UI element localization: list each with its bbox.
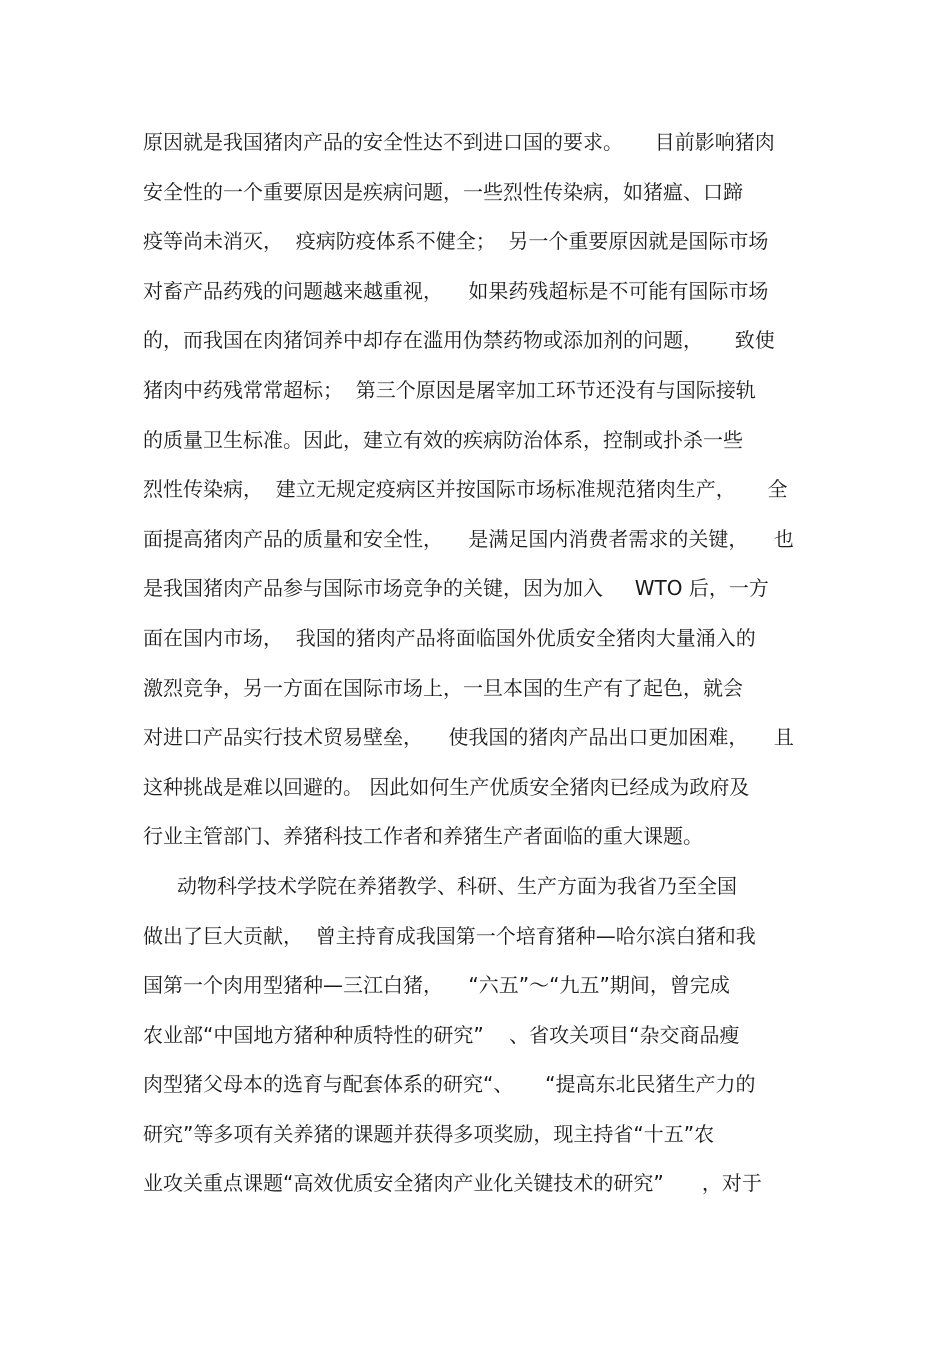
- text-line: 是我国猪肉产品参与国际市场竞争的关键，因为加入 WTO 后，一方: [143, 576, 769, 601]
- text-line: 业攻关重点课题“高效优质安全猪肉产业化关键技术的研究” ，对于: [143, 1171, 762, 1196]
- text-line: 的，而我国在肉猪饲养中却存在滥用伪禁药物或添加剂的问题， 致使: [143, 328, 775, 353]
- text-line: 安全性的一个重要原因是疾病问题，一些烈性传染病，如猪瘟、口蹄: [143, 179, 743, 204]
- text-line: 农业部“中国地方猪种种质特性的研究” 、省攻关项目“杂交商品瘦: [143, 1022, 740, 1047]
- body-text: [143, 118, 813, 1209]
- text-line: 烈性传染病， 建立无规定疫病区并按国际市场标准规范猪肉生产， 全: [143, 477, 788, 502]
- text-line: 疫等尚未消灭， 疫病防疫体系不健全； 另一个重要原因就是国际市场: [143, 229, 769, 254]
- text-line: 对畜产品药残的问题越来越重视， 如果药残超标是不可能有国际市场: [143, 278, 769, 303]
- text-line: 面在国内市场， 我国的猪肉产品将面临国外优质安全猪肉大量涌入的: [143, 625, 756, 650]
- text-line: 这种挑战是难以回避的。 因此如何生产优质安全猪肉已经成为政府及: [143, 774, 750, 799]
- text-line: 原因就是我国猪肉产品的安全性达不到进口国的要求。 目前影响猪肉: [143, 130, 775, 154]
- text-line: 面提高猪肉产品的质量和安全性， 是满足国内消费者需求的关键， 也: [143, 526, 794, 551]
- paragraph-start-line: 动物科学技术学院在养猪教学、科研、生产方面为我省乃至全国: [177, 873, 737, 898]
- text-line: 做出了巨大贡献， 曾主持育成我国第一个培育猪种—哈尔滨白猪和我: [143, 923, 756, 948]
- text-line: 研究”等多项有关养猪的课题并获得多项奖励，现主持省“十五”农: [143, 1121, 715, 1146]
- text-line: 对进口产品实行技术贸易壁垒， 使我国的猪肉产品出口更加困难， 且: [143, 725, 794, 750]
- text-line: 激烈竞争，另一方面在国际市场上，一旦本国的生产有了起色，就会: [143, 675, 743, 700]
- text-line: 国第一个肉用型猪种—三江白猪， “六五”～“九五”期间，曾完成: [143, 973, 730, 998]
- text-line: 肉型猪父母本的选育与配套体系的研究“、 “提高东北民猪生产力的: [143, 1072, 756, 1097]
- text-line: 行业主管部门、养猪科技工作者和养猪生产者面临的重大课题。: [143, 824, 703, 849]
- text-line: 的质量卫生标准。因此，建立有效的疾病防治体系，控制或扑杀一些: [143, 427, 743, 452]
- text-line: 猪肉中药残常常超标； 第三个原因是屠宰加工环节还没有与国际接轨: [143, 377, 756, 402]
